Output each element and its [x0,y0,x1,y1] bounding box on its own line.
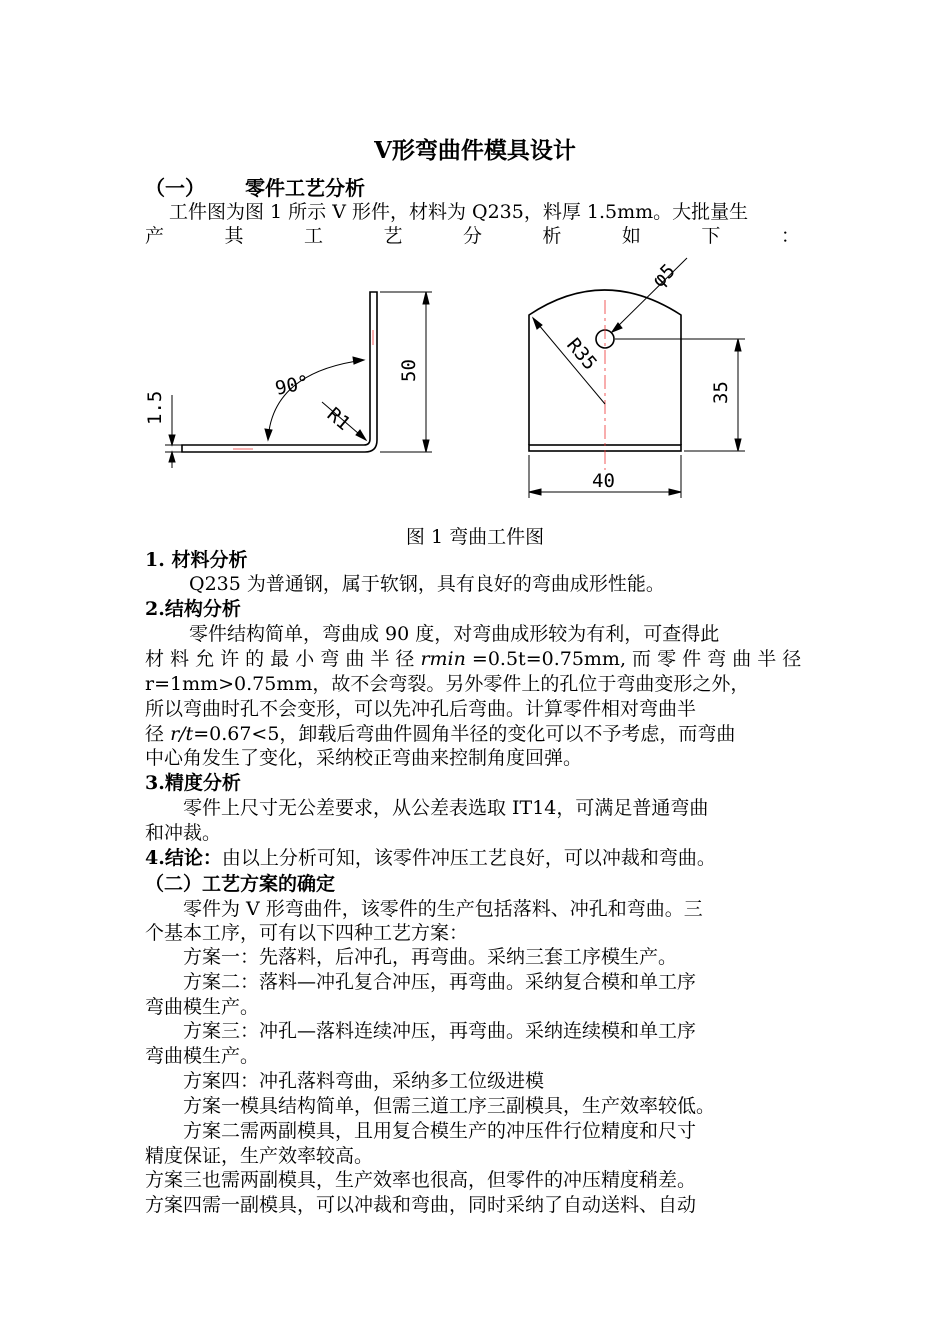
intro-char: ： [780,225,800,247]
figure-caption: 图 1 弯曲工件图 [405,526,545,548]
section2-p1-line-2: 个基本工序，可有以下四种工艺方案： [145,922,469,944]
rt-symbol: r/t [170,723,194,745]
eval-1: 方案一模具结构简单，但需三道工序三副模具，生产效率较低。 [183,1095,716,1117]
structure-line-4: 所以弯曲时孔不会变形，可以先冲孔后弯曲。计算零件相对弯曲半 [145,698,697,720]
structure-line-5 [145,722,810,746]
intro-char: 下 [701,225,721,247]
intro-line-1: 工件图为图 1 所示 V 形件，材料为 Q235，料厚 1.5mm。大批量生 [169,201,749,223]
intro-char: 产 [145,225,165,247]
precision-line-1: 零件上尺寸无公差要求，从公差表选取 IT14，可满足普通弯曲 [183,797,709,819]
v-bend-profile [182,292,377,452]
structure-text: =0.67<5，卸载后弯曲件圆角半径的变化可以不予考虑，而弯曲 [193,723,736,745]
precision-heading: 3.精度分析 [145,772,241,794]
section1-heading-text: 零件工艺分析 [245,176,365,200]
intro-char: 艺 [383,225,403,247]
plan-4: 方案四：冲孔落料弯曲，采纳多工位级进模 [183,1070,545,1092]
arc-radius-label: R35 [562,334,602,375]
bending-part-drawing [0,0,950,520]
rmin-symbol: rmin [420,648,466,670]
structure-text: 材 料 允 许 的 最 小 弯 曲 半 径 [145,648,415,670]
plan-3-line-2: 弯曲模生产。 [145,1045,260,1067]
precision-line-2: 和冲裁。 [145,822,222,844]
section1-heading-number: （一） [145,176,205,200]
intro-char: 分 [462,225,482,247]
eval-4: 方案四需一副模具，可以冲裁和弯曲，同时采纳了自动送料、自动 [145,1194,697,1216]
angle-label: 90° [273,371,312,400]
section2-p1-line-1: 零件为 V 形弯曲件，该零件的生产包括落料、冲孔和弯曲。三 [183,898,703,920]
material-text: Q235 为普通钢，属于软钢，具有良好的弯曲成形性能。 [189,573,665,595]
structure-heading: 2.结构分析 [145,598,241,620]
conclusion-text: 由以上分析可知，该零件冲压工艺良好，可以冲裁和弯曲。 [221,847,716,869]
structure-line-2 [145,647,810,671]
plan-1: 方案一：先落料，后冲孔，再弯曲。采纳三套工序模生产。 [183,946,678,968]
intro-char: 其 [224,225,244,247]
thickness-label: 1.5 [144,390,166,425]
radius-label: R1 [322,403,355,435]
material-heading: 1. 材料分析 [145,549,248,571]
width-label: 40 [592,470,615,492]
front-view [529,258,745,498]
plan-2-line-2: 弯曲模生产。 [145,996,260,1018]
eval-3: 方案三也需两副模具，生产效率也很高，但零件的冲压精度稍差。 [145,1169,697,1191]
conclusion-label: 4.结论： [145,847,222,869]
eval-2-line-1: 方案二需两副模具，且用复合模生产的冲压件行位精度和尺寸 [183,1120,697,1142]
intro-char: 工 [303,225,323,247]
hole-label: φ5 [647,259,680,292]
structure-line-3: r=1mm>0.75mm，故不会弯裂。另外零件上的孔位于弯曲变形之外， [145,673,750,695]
document-title: V形弯曲件模具设计 [374,137,576,164]
plan-2-line-1: 方案二：落料—冲孔复合冲压，再弯曲。采纳复合模和单工序 [183,971,697,993]
intro-char: 如 [621,225,641,247]
intro-char: 析 [542,225,562,247]
structure-text: 径 [145,723,165,745]
eval-2-line-2: 精度保证，生产效率较高。 [145,1145,374,1167]
hole-height-label: 35 [710,381,732,404]
structure-text: =0.5t=0.75mm, 而 零 件 弯 曲 半 径 [471,648,802,670]
height-label: 50 [398,359,420,382]
structure-line-1: 零件结构简单，弯曲成 90 度，对弯曲成形较为有利，可查得此 [189,623,720,645]
plan-3-line-1: 方案三：冲孔—落料连续冲压，再弯曲。采纳连续模和单工序 [183,1020,697,1042]
section2-heading: （二）工艺方案的确定 [145,873,336,895]
structure-line-6: 中心角发生了变化，采纳校正弯曲来控制角度回弹。 [145,747,583,769]
conclusion-line [145,846,810,870]
